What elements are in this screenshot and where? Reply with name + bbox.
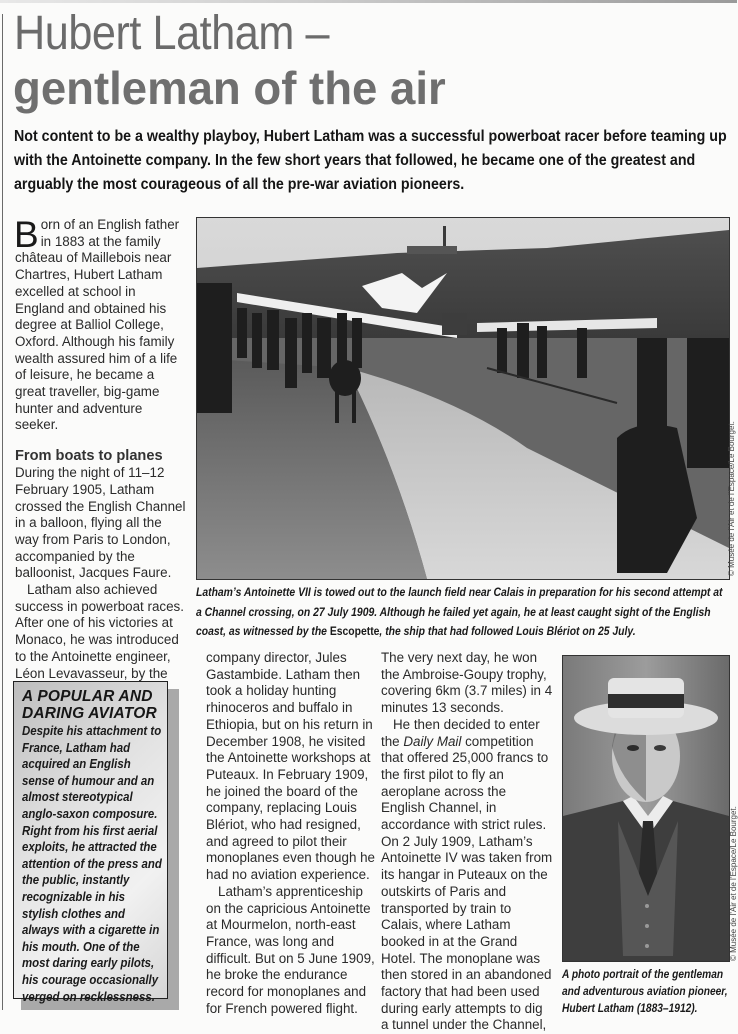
caption-text: , the ship that had followed Louis Blériot on 25 July. (379, 625, 636, 638)
subheading: From boats to planes (15, 448, 163, 465)
ship-name: Escopette (329, 625, 380, 638)
newspaper-name: Daily Mail (403, 733, 462, 749)
intro-text: orn of an English father in 1883 at the family château of Maillebois near Chartres, Hubert Latham excelled at school in England and obtained his degree at Balliol College, Oxford. Although his family wealth assured him of a life of leisure, he became a great traveller, big-game hunter and adventure seeker. (15, 217, 180, 433)
latham-portrait-photo (562, 655, 730, 962)
column-2 (206, 650, 376, 1017)
sidebar-box (13, 681, 168, 1004)
paragraph-text: He then decided to enter the (381, 716, 540, 749)
column-1 (14, 214, 187, 682)
portrait-illustration (563, 656, 729, 961)
paragraph: During the night of 11–12 February 1905, Latham crossed the English Channel in a balloon, flying all the way from Paris to London, accompanied by the balloonist, Jacques Faure. (15, 465, 186, 581)
headline-line-1: Hubert Latham – (14, 7, 330, 60)
caption-text: Latham’s Antoinette VII is towed out to the launch field near Calais in preparation for his second attempt at a Channel crossing, on 27 July 1909. Although he failed yet again, he at least caught sight of the English coast, as witnessed by the (196, 586, 723, 638)
paragraph: Latham also achieved success in powerboat races. After one of his victories at Monaco, he was introduced to the Antoinette engineer, Léon Levavasseur, by the (15, 582, 184, 681)
sidebar-body: Despite his attachment to France, Latham had acquired an English sense of humour and an almost stereotypical anglo-saxon composure. Right from his first aerial exploits, he attracted the attention of the press and the public, instantly recognizable in his stylish clothes and always with a cigarette in his mouth. One of the most daring early pilots, his courage occasionally verged on recklessness. (22, 723, 162, 1004)
portrait-caption: A photo portrait of the gentleman and adventurous aviation pioneer, Hubert Latham (1883–1912). (562, 968, 728, 1015)
headline-line-2: gentleman of the air (13, 62, 446, 114)
paragraph-text: competition that offered 25,000 francs to the first pilot to fly an aeroplane across the English Channel, in accordance with strict rules. On 2 July 1909, Latham’s Antoinette IV was taken from its hangar in Puteaux on the outskirts of Paris and transported by train to Calais, where Latham booked in at the Grand Hotel. The monoplane was then stored in an abandoned factory that had been used during early attempts to dig a tunnel under the Channel, (381, 733, 553, 1033)
main-photo-caption (196, 583, 729, 642)
paragraph (381, 717, 553, 1034)
sidebar-title: A POPULAR AND DARING AVIATOR (22, 688, 157, 722)
antoinette-tow-photo (196, 217, 730, 580)
column-3 (381, 650, 553, 1034)
top-rule (0, 0, 737, 3)
drop-cap: B (14, 214, 39, 255)
main-photo-credit: © Musée de l’Air et de l’Espace/Le Bourget. (727, 421, 736, 576)
standfirst: Not content to be a wealthy playboy, Hubert Latham was a successful powerboat racer before teaming up with the Antoinette company. In the few short years that followed, he became one of the greatest and arguably the most courageous of all the pre-war aviation pioneers. (14, 128, 727, 193)
paragraph: The very next day, he won the Ambroise-Goupy trophy, covering 6km (3.7 miles) in 4 minutes 13 seconds. (381, 650, 553, 716)
left-margin-rule (2, 14, 3, 1010)
portrait-photo-credit: © Musée de l’Air et de l’Espace/Le Bourget. (729, 806, 738, 961)
paragraph: Latham’s apprenticeship on the capricious Antoinette at Mourmelon, north-east France, was long and difficult. But on 5 June 1909, he broke the endurance record for monoplanes and for French powered flight. (206, 883, 375, 1016)
intro-paragraph (14, 214, 187, 434)
paragraph: company director, Jules Gastambide. Latham then took a holiday hunting rhinoceros and buffalo in Ethiopia, but on his return in December 1908, he visited the Antoinette workshops at Puteaux. In February 1909, he joined the board of the company, replacing Louis Blériot, who had resigned, and agreed to pilot their monoplanes even though he had no aviation experience. (206, 650, 376, 883)
photo-illustration (197, 218, 729, 579)
